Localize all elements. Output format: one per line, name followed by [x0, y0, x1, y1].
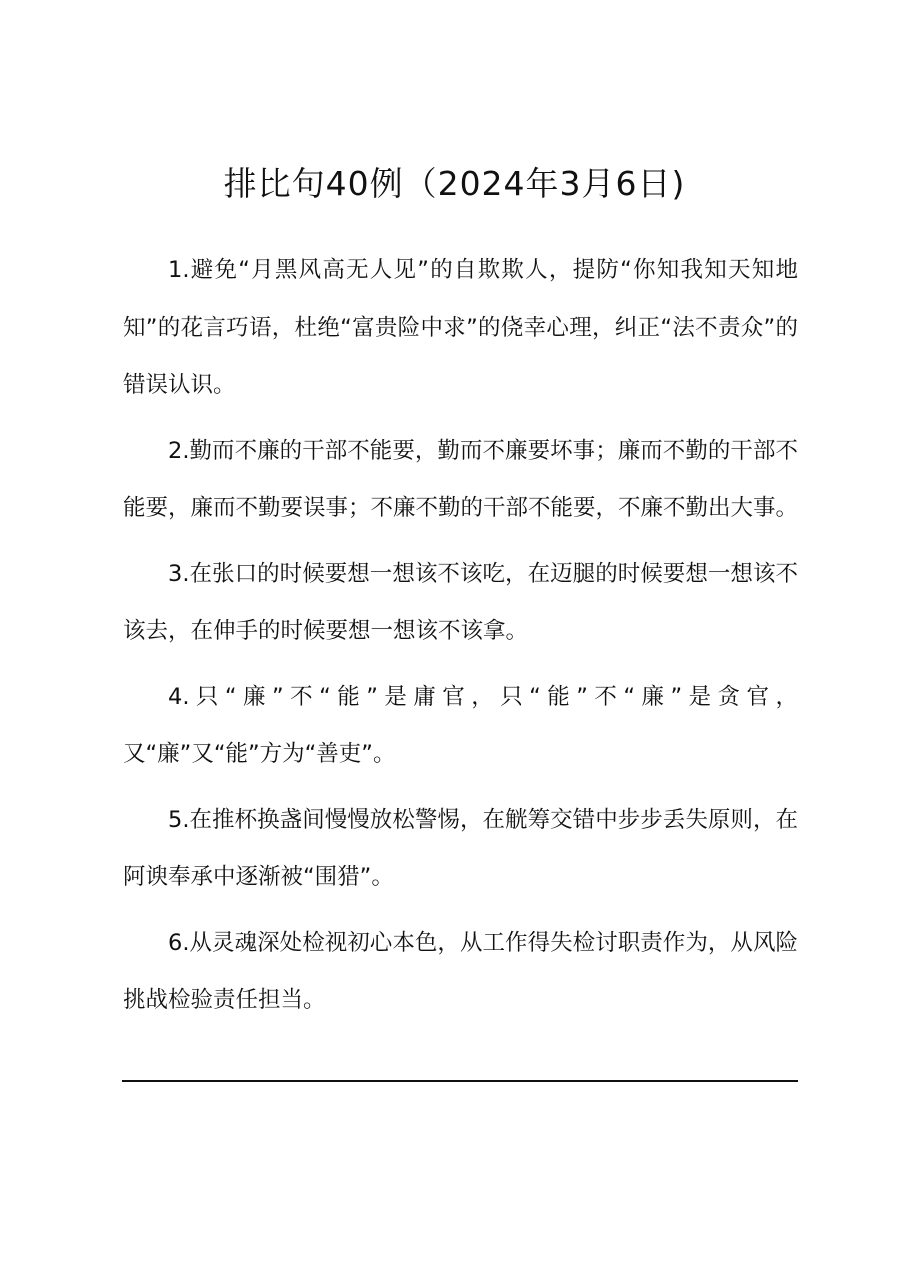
paragraph-3: 3.在张口的时候要想一想该不该吃，在迈腿的时候要想一想该不该去，在伸手的时候要想一想该不该拿。 [123, 560, 798, 644]
document-body [123, 242, 798, 1038]
footer-divider [122, 1080, 798, 1082]
paragraph-4: 4.只“廉”不“能”是庸官，只“能”不“廉”是贪官，又“廉”又“能”方为“善吏”。 [123, 683, 798, 767]
paragraph-1: 1.避免“月黑风高无人见”的自欺欺人，提防“你知我知天知地知”的花言巧语，杜绝“富贵险中求”的侥幸心理，纠正“法不责众”的错误认识。 [123, 257, 798, 398]
paragraph-5: 5.在推杯换盏间慢慢放松警惕，在觥筹交错中步步丢失原则，在阿谀奉承中逐渐被“围猎”。 [123, 806, 798, 890]
document-title: 排比句40例（2024年3月6日) [223, 164, 686, 203]
paragraph-6: 6.从灵魂深处检视初心本色，从工作得失检讨职责作为，从风险挑战检验责任担当。 [123, 929, 798, 1013]
paragraph-2: 2.勤而不廉的干部不能要，勤而不廉要坏事；廉而不勤的干部不能要，廉而不勤要误事；不廉不勤的干部不能要，不廉不勤出大事。 [123, 437, 799, 521]
